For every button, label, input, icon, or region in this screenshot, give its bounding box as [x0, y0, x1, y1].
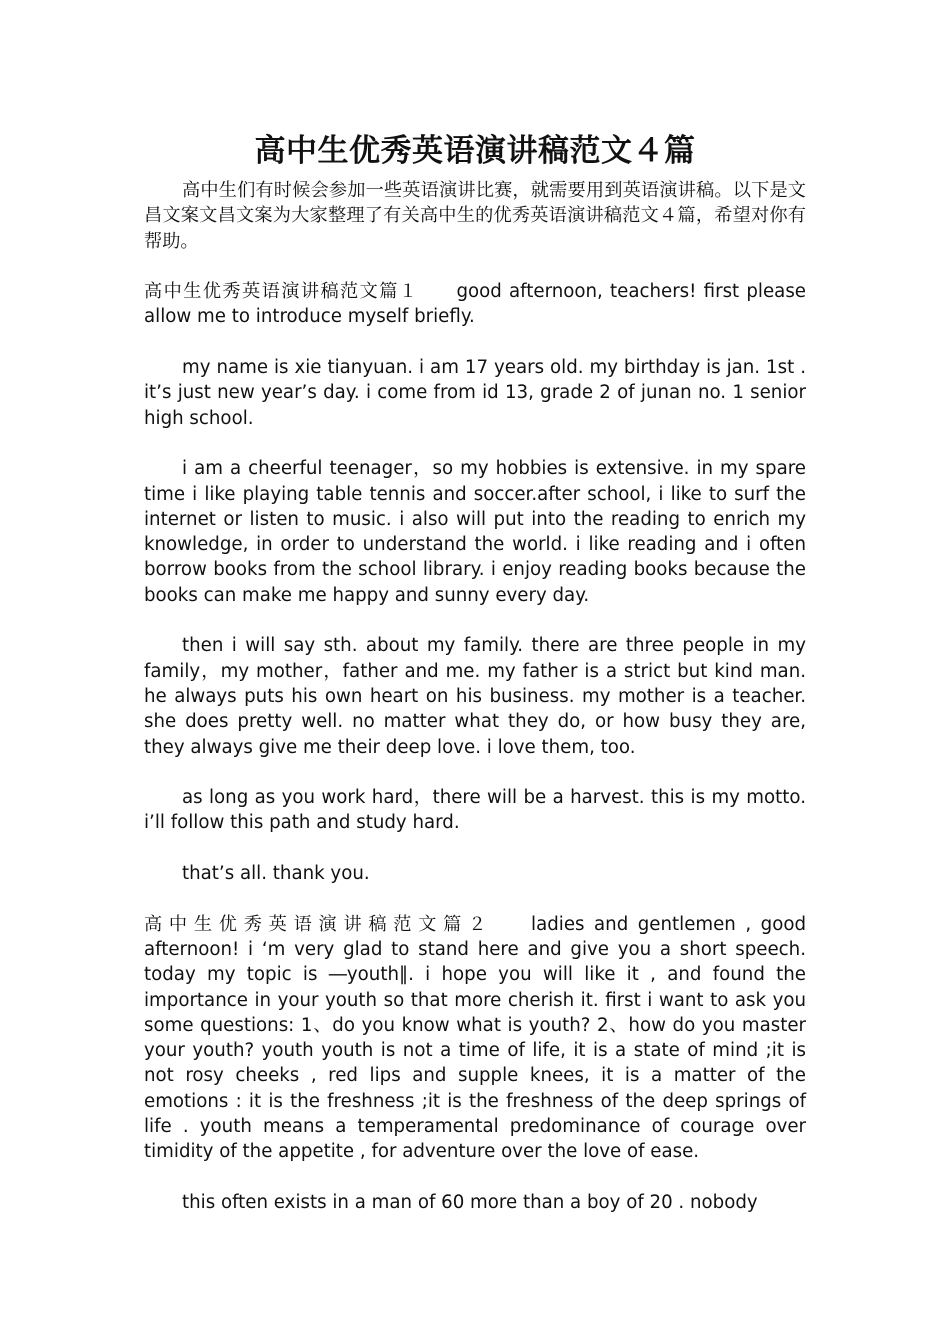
- section-2-opening: ladies and gentlemen , good afternoon! i ‘m very glad to stand here and give you a short speech. today my topic is ―youth‖. i hope you will like it , and found the importance in your youth so that more cherish it. first i want to ask you some questions: 1、do you know what is youth? 2、how do you master your youth? youth youth is not a time of life, it is a state of mind ;it is not rosy cheeks , red lips and supple knees, it is a matter of the emotions : it is the freshness ;it is the freshness of the deep springs of life . youth means a temperamental predominance of courage over timidity of the appetite , for adventure over the love of ease.: [144, 913, 806, 1163]
- intro-paragraph: 高中生们有时候会参加一些英语演讲比赛，就需要用到英语演讲稿。以下是文昌文案文昌文案为大家整理了有关高中生的优秀英语演讲稿范文４篇，希望对你有帮助。: [144, 180, 806, 252]
- section-2-heading: 高中生优秀英语演讲稿范文篇２: [144, 913, 494, 935]
- document-title: 高中生优秀英语演讲稿范文４篇: [254, 133, 696, 169]
- section-1-heading: 高中生优秀英语演讲稿范文篇１: [144, 281, 419, 303]
- section-2-paragraph: this often exists in a man of 60 more than a boy of 20 . nobody: [182, 1191, 758, 1213]
- section-1-first-paragraph: [144, 279, 806, 330]
- section-1-paragraph: my name is xie tianyuan. i am 17 years old. my birthday is jan. 1st . it’s just new year’s day. i come from id 13, grade 2 of junan no. 1 senior high school.: [144, 357, 806, 429]
- document-page: [144, 128, 806, 1215]
- section-1-paragraph: then i will say sth. about my family. there are three people in my family，my mother，father and me. my father is a strict but kind man. he always puts his own heart on his business. my mother is a teacher. she does pretty well. no matter what they do, or how busy they are, they always give me their deep love. i love them, too.: [144, 635, 806, 758]
- section-1-paragraph: that’s all. thank you.: [182, 863, 370, 885]
- section-1-paragraph: i am a cheerful teenager，so my hobbies is extensive. in my spare time i like playing table tennis and soccer.after school, i like to surf the internet or listen to music. i also will put into the reading to enrich my knowledge, in order to understand the world. i like reading and i often borrow books from the school library. i enjoy reading books because the books can make me happy and sunny every day.: [144, 458, 806, 606]
- section-1-paragraph: as long as you work hard，there will be a harvest. this is my motto. i’ll follow this path and study hard.: [144, 787, 806, 834]
- section-2-first-paragraph: [144, 912, 806, 1165]
- section-1-opening: good afternoon, teachers! first please allow me to introduce myself briefly.: [144, 281, 806, 328]
